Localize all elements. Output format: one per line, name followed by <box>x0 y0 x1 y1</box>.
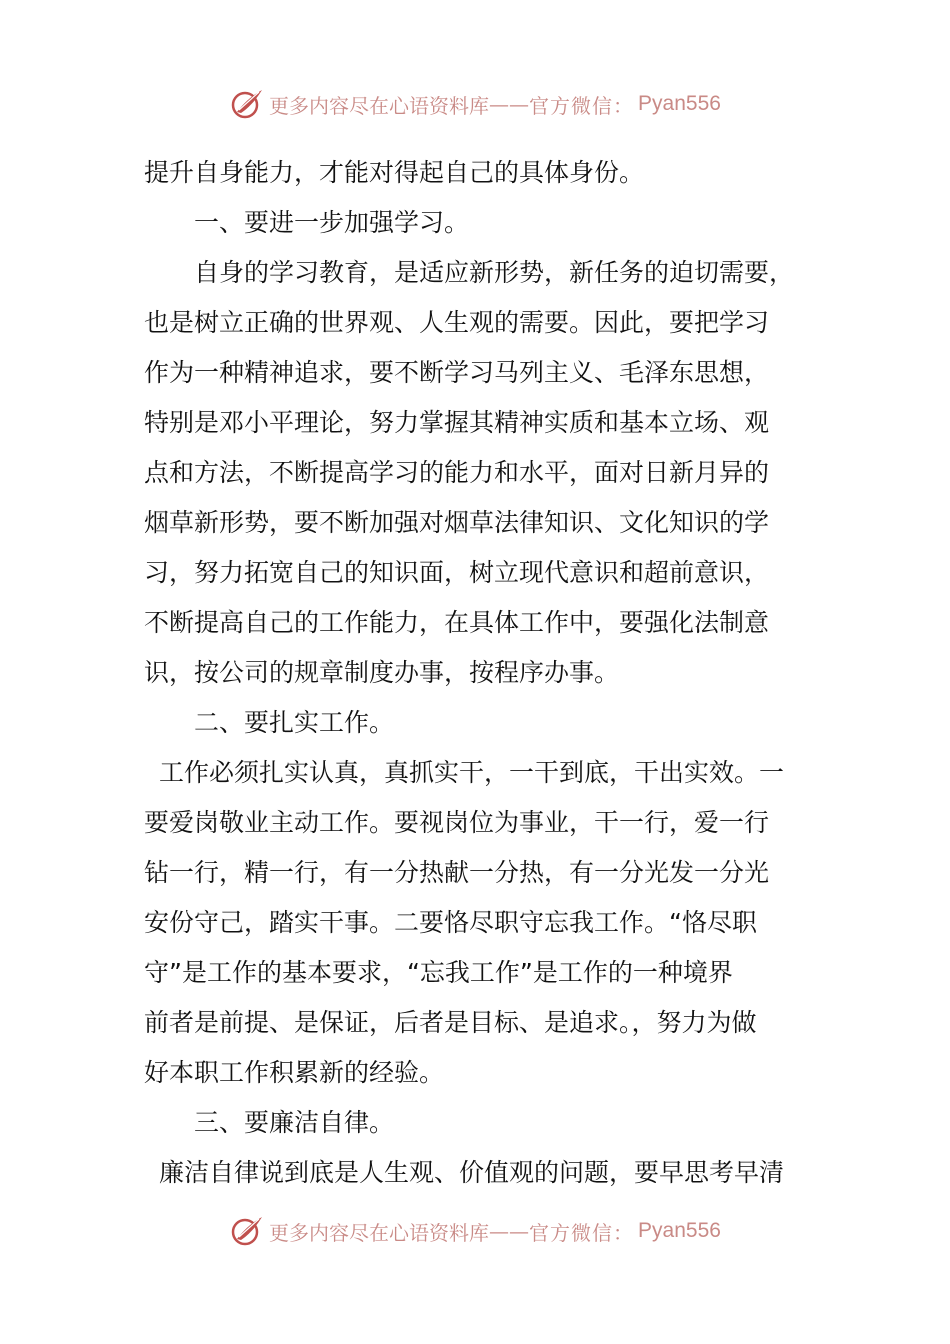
body-line: 识，按公司的规章制度办事，按程序办事。 <box>144 658 620 687</box>
body-line: 也是树立正确的世界观、人生观的需要。因此，要把学习 <box>144 308 770 337</box>
header-wechat-id: Pyan556 <box>638 92 721 115</box>
footer-watermark <box>0 1211 950 1251</box>
body-line: 安份守己，踏实干事。二要恪尽职守忘我工作。“恪尽职 <box>144 908 757 937</box>
footer-dash: —— <box>489 1219 530 1243</box>
section-heading-2: 二、要扎实工作。 <box>194 708 395 737</box>
header-site-text: 更多内容尽在心语资料库 <box>269 93 490 118</box>
body-line: 要爱岗敬业主动工作。要视岗位为事业，干一行，爱一行 <box>144 808 770 837</box>
quill-logo-icon <box>229 1213 265 1249</box>
footer-wechat-id: Pyan556 <box>638 1219 721 1242</box>
footer-site-text: 更多内容尽在心语资料库 <box>269 1220 490 1245</box>
body-line: 烟草新形势，要不断加强对烟草法律知识、文化知识的学 <box>144 508 770 537</box>
body-line: 习，努力拓宽自己的知识面，树立现代意识和超前意识， <box>144 558 770 587</box>
body-line: 守”是工作的基本要求，“忘我工作”是工作的一种境界 <box>144 958 733 987</box>
footer-wechat-label: 官方微信： <box>529 1220 635 1245</box>
body-line: 特别是邓小平理论，努力掌握其精神实质和基本立场、观 <box>144 408 770 437</box>
header-dash: —— <box>489 92 530 116</box>
body-line: 好本职工作积累新的经验。 <box>144 1058 445 1087</box>
body-line: 钻一行，精一行，有一分热献一分热，有一分光发一分光 <box>144 858 770 887</box>
body-line: 前者是前提、是保证，后者是目标、是追求。，努力为做 <box>144 1008 757 1037</box>
body-line: 点和方法，不断提高学习的能力和水平，面对日新月异的 <box>144 458 770 487</box>
section-heading-3: 三、要廉洁自律。 <box>194 1108 395 1137</box>
body-line: 提升自身能力，才能对得起自己的具体身份。 <box>144 158 645 187</box>
body-line: 不断提高自己的工作能力，在具体工作中，要强化法制意 <box>144 608 770 637</box>
body-line: 自身的学习教育，是适应新形势，新任务的迫切需要， <box>194 258 795 287</box>
body-line: 工作必须扎实认真，真抓实干，一干到底，干出实效。一 <box>159 758 785 787</box>
document-body <box>144 148 824 1198</box>
section-heading-1: 一、要进一步加强学习。 <box>194 208 470 237</box>
body-line: 作为一种精神追求，要不断学习马列主义、毛泽东思想， <box>144 358 770 387</box>
body-line: 廉洁自律说到底是人生观、价值观的问题，要早思考早清 <box>159 1158 785 1187</box>
header-watermark <box>0 84 950 124</box>
header-wechat-label: 官方微信： <box>529 93 635 118</box>
quill-logo-icon <box>229 86 265 122</box>
